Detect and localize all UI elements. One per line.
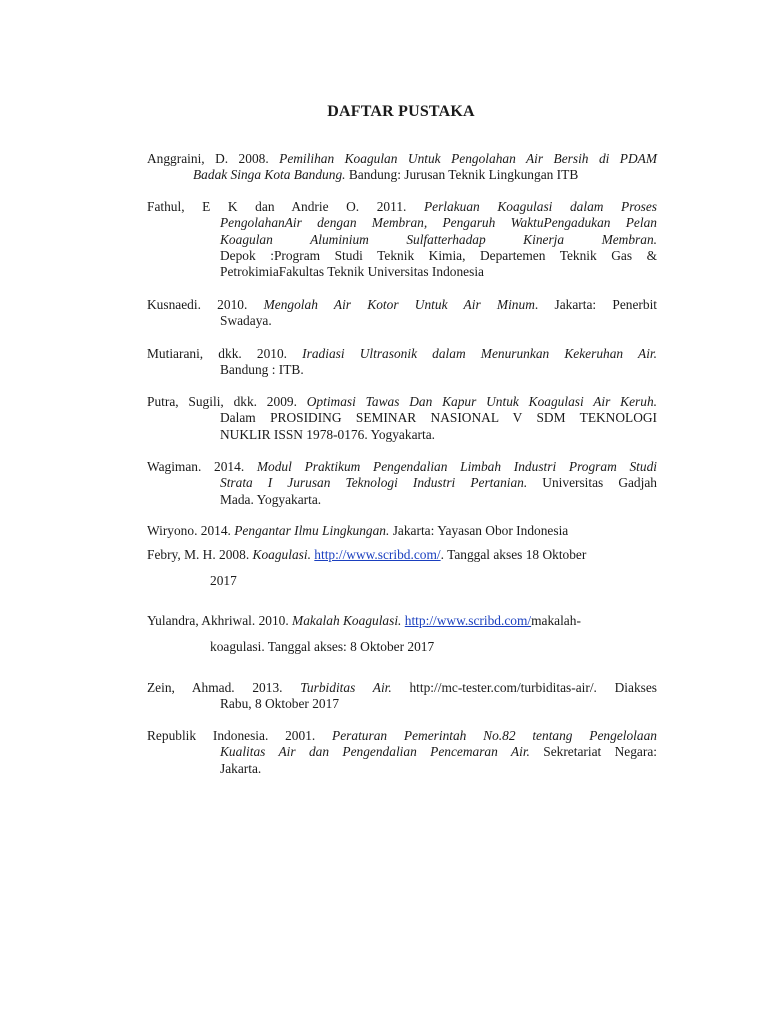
page-title: DAFTAR PUSTAKA bbox=[327, 103, 475, 120]
reference-title: Koagulasi. bbox=[252, 547, 311, 562]
reference-line bbox=[147, 680, 657, 696]
reference-title: Optimasi Tawas Dan Kapur Untuk Koagulasi Air Keruh. bbox=[306, 394, 657, 409]
reference-line bbox=[147, 427, 657, 443]
reference-author: Kusnaedi. 2010. bbox=[147, 297, 264, 312]
reference-author: Wagiman. 2014. bbox=[147, 459, 257, 474]
reference-publisher: Depok :Program Studi Teknik Kimia, Departemen Teknik Gas & bbox=[220, 247, 657, 263]
reference-line bbox=[147, 475, 657, 491]
reference-febry bbox=[147, 547, 657, 590]
reference-title: Pemilihan Koagulan Untuk Pengolahan Air Bersih di PDAM bbox=[279, 151, 657, 166]
reference-author: Yulandra, Akhriwal. 2010. bbox=[147, 613, 293, 628]
reference-author: Putra, Sugili, dkk. 2009. bbox=[147, 394, 307, 409]
reference-publisher: Bandung: Jurusan Teknik Lingkungan ITB bbox=[345, 167, 579, 183]
reference-title: Turbiditas Air. bbox=[300, 680, 392, 695]
reference-access-date: Rabu, 8 Oktober 2017 bbox=[220, 696, 340, 712]
reference-line bbox=[147, 761, 657, 777]
reference-line bbox=[147, 167, 657, 183]
reference-publisher: Jakarta. bbox=[220, 760, 262, 776]
reference-title: Pengantar Ilmu Lingkungan. bbox=[234, 523, 390, 538]
reference-line bbox=[147, 362, 657, 378]
reference-line bbox=[147, 728, 657, 744]
reference-line bbox=[147, 696, 657, 712]
reference-mutiarani bbox=[147, 346, 657, 379]
reference-fathul bbox=[147, 199, 657, 280]
reference-publisher: Universitas Gadjah bbox=[527, 475, 657, 491]
reference-wagiman bbox=[147, 459, 657, 508]
reference-title: Strata I Jurusan Teknologi Industri Pertanian. bbox=[220, 475, 528, 491]
reference-title: Iradiasi Ultrasonik dalam Menurunkan Kekeruhan Air. bbox=[302, 346, 657, 361]
reference-title: PengolahanAir dengan Membran, Pengaruh WaktuPengadukan Pelan bbox=[220, 215, 657, 231]
reference-title: Peraturan Pemerintah No.82 tentang Pengelolaan bbox=[332, 728, 657, 743]
reference-anggraini bbox=[147, 151, 657, 184]
reference-publisher: Mada. Yogyakarta. bbox=[220, 491, 322, 507]
reference-line: 2017 bbox=[210, 573, 237, 589]
reference-url: http://mc-tester.com/turbiditas-air/. Diakses bbox=[391, 680, 658, 695]
reference-title: Kualitas Air dan Pengendalian Pencemaran Air. bbox=[220, 744, 530, 760]
reference-author: Anggraini, D. 2008. bbox=[147, 151, 280, 166]
reference-publisher: Dalam PROSIDING SEMINAR NASIONAL V SDM TEKNOLOGI bbox=[220, 410, 657, 426]
reference-title: Koagulan Aluminium Sulfatterhadap Kinerja Membran. bbox=[220, 231, 657, 247]
reference-line bbox=[147, 410, 657, 426]
reference-title: Perlakuan Koagulasi dalam Proses bbox=[423, 199, 657, 214]
reference-line bbox=[147, 346, 657, 362]
reference-line bbox=[147, 151, 657, 167]
reference-line: koagulasi. Tanggal akses: 8 Oktober 2017 bbox=[210, 639, 435, 655]
reference-author: Febry, M. H. 2008. bbox=[147, 547, 253, 562]
reference-line bbox=[147, 313, 657, 329]
reference-publisher: . Jakarta: Penerbit bbox=[534, 297, 658, 312]
reference-line bbox=[147, 215, 657, 231]
reference-link[interactable]: http://www.scribd.com/ bbox=[314, 547, 441, 562]
reference-url-suffix: makalah- bbox=[531, 613, 581, 628]
reference-line bbox=[147, 264, 657, 280]
reference-line bbox=[147, 199, 657, 215]
reference-line bbox=[147, 248, 657, 264]
reference-author: Zein, Ahmad. 2013. bbox=[147, 680, 301, 695]
reference-title: Modul Praktikum Pengendalian Limbah Industri Program Studi bbox=[256, 459, 658, 474]
reference-line bbox=[147, 744, 657, 760]
reference-yulandra bbox=[147, 613, 657, 656]
reference-line bbox=[147, 232, 657, 248]
reference-title: Mengolah Air Kotor Untuk Air Minum bbox=[263, 297, 535, 312]
reference-putra bbox=[147, 394, 657, 443]
reference-publisher: PetrokimiaFakultas Teknik Universitas Indonesia bbox=[220, 264, 484, 280]
reference-access-date: . Tanggal akses 18 Oktober bbox=[440, 547, 587, 562]
reference-title: Makalah Koagulasi. bbox=[292, 613, 402, 628]
reference-line bbox=[147, 492, 657, 508]
reference-author: Wiryono. 2014. bbox=[147, 523, 235, 538]
reference-line bbox=[147, 394, 657, 410]
reference-zein bbox=[147, 680, 657, 713]
reference-author: Fathul, E K dan Andrie O. 2011. bbox=[147, 199, 424, 214]
reference-link[interactable]: http://www.scribd.com/ bbox=[404, 613, 532, 628]
reference-publisher: NUKLIR ISSN 1978-0176. Yogyakarta. bbox=[220, 426, 435, 442]
reference-title: Badak Singa Kota Bandung. bbox=[193, 167, 346, 183]
reference-author: Mutiarani, dkk. 2010. bbox=[147, 346, 303, 361]
reference-line bbox=[147, 459, 657, 475]
reference-wiryono bbox=[147, 523, 657, 539]
reference-publisher: Jakarta: Yayasan Obor Indonesia bbox=[389, 523, 569, 538]
reference-line bbox=[147, 297, 657, 313]
reference-author: Republik Indonesia. 2001. bbox=[147, 728, 333, 743]
reference-republik-indonesia bbox=[147, 728, 657, 777]
reference-kusnaedi bbox=[147, 297, 657, 330]
reference-publisher: Bandung : ITB. bbox=[220, 362, 304, 378]
reference-publisher: Swadaya. bbox=[220, 313, 272, 329]
reference-publisher: Sekretariat Negara: bbox=[529, 744, 657, 760]
